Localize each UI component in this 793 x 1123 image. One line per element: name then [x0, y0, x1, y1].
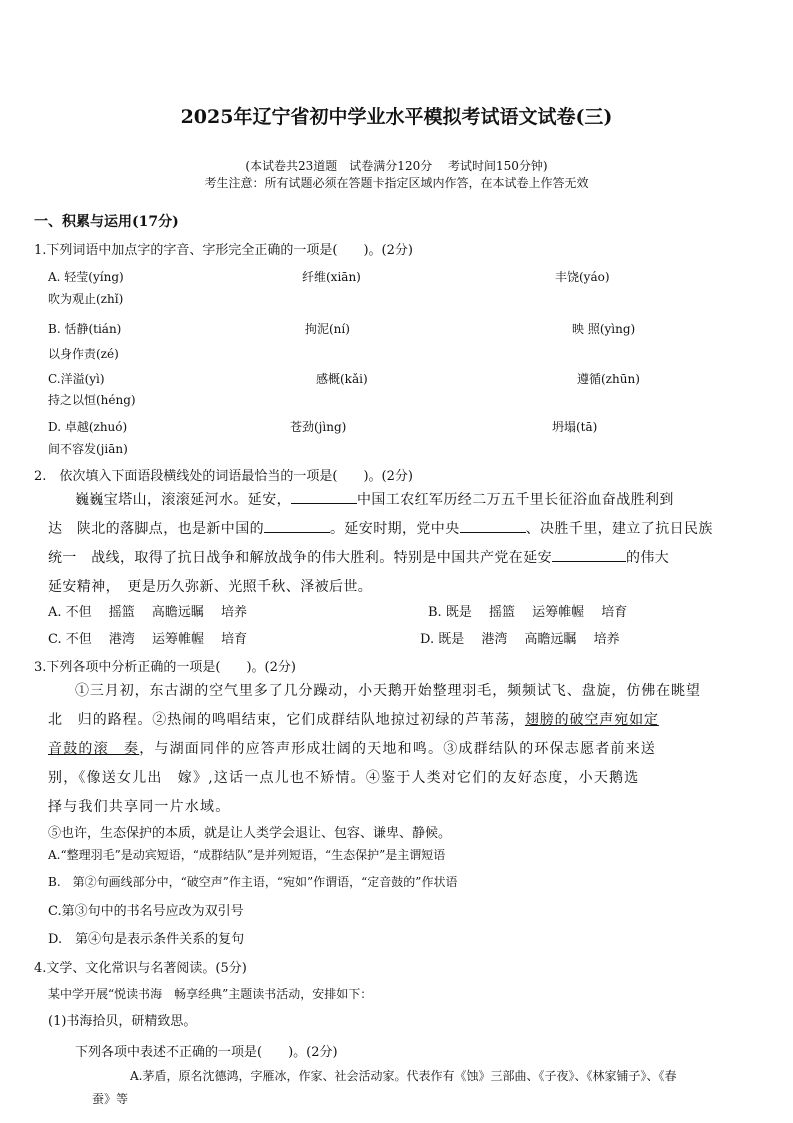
q1-a-1: A. 轻莹(yíng): [48, 270, 124, 284]
q3-passage-line3: [48, 735, 656, 764]
q1-d-4: 间不容发(jiān): [48, 442, 128, 456]
q4-sub1-stem: 下列各项中表述不正确的一项是( )。(2分): [75, 1045, 338, 1060]
q2-option-c: C. 不但 港湾 运筹帷幄 培育: [48, 632, 248, 647]
q4-sub1: (1)书海拾贝，研精致思。: [48, 1014, 197, 1029]
q3-passage-line2: [48, 706, 659, 735]
q1-c-1: C.洋溢(yì): [48, 372, 105, 386]
q4-option-a-line1: A.茅盾，原名沈德鸿，字雁冰，作家、社会活动家。代表作有《蚀》三部曲、《子夜》、《林家铺子》、《春: [130, 1069, 677, 1083]
q3-passage-line4: 别，《像送女儿出 嫁》,这话一点儿也不矫情。④鉴于人类对它们的友好态度，小天鹅选: [48, 770, 640, 786]
q3-underlined-text: 翅膀的破空声宛如定: [524, 712, 659, 728]
q1-c-3: 遵循(zhūn): [577, 372, 640, 386]
exam-info: (本试卷共23道题 试卷满分120分 考试时间150分钟): [245, 159, 548, 173]
q2-text: 中国工农红军历经二万五千里长征浴血奋战胜利到: [357, 492, 674, 508]
exam-title: 2025年辽宁省初中学业水平模拟考试语文试卷(三): [180, 106, 613, 128]
q2-option-a: A. 不但 摇篮 高瞻远瞩 培养: [48, 605, 248, 620]
q2-text: 的伟大: [626, 550, 670, 566]
q1-a-4: 吹为观止(zhǐ): [48, 292, 124, 306]
answer-blank[interactable]: [264, 518, 330, 533]
answer-blank[interactable]: [460, 518, 526, 533]
q3-underlined-text: 音鼓的滚 奏: [48, 741, 140, 757]
q3-passage-line6: ⑤也许，生态保护的本质，就是让人类学会退让、包容、谦卑、静候。: [48, 826, 452, 841]
q2-option-b: B. 既是 摇篮 运筹帷幄 培育: [428, 605, 628, 620]
q2-passage-line4: 延安精神， 更是历久弥新、光照千秋、泽被后世。: [48, 579, 373, 595]
q1-stem: 1.下列词语中加点字的字音、字形完全正确的一项是( )。(2分): [34, 243, 413, 258]
q2-text: 达 陕北的落脚点，也是新中国的: [48, 521, 264, 537]
q1-b-1: B. 恬静(tián): [48, 322, 122, 336]
answer-blank[interactable]: [291, 489, 357, 504]
q3-option-b: B. 第②句画线部分中，“破空声”作主语，“宛如”作谓语，“定音鼓的”作状语: [48, 875, 458, 889]
q2-text: 。延安时期，党中央: [330, 521, 460, 537]
q1-b-4: 以身作责(zé): [48, 347, 119, 361]
q1-c-2: 感概(kǎi): [316, 372, 368, 386]
q2-text: 巍巍宝塔山，滚滚延河水。延安，: [75, 492, 291, 508]
q2-passage-line2: [48, 515, 713, 544]
q2-passage-line3: [48, 544, 669, 573]
q1-d-3: 坍塌(tā): [552, 420, 598, 434]
q1-b-3: 映 照(yìng): [572, 322, 636, 336]
q3-text: ，与湖面同伴的应答声形成壮阔的天地和鸣。③成群结队的环保志愿者前来送: [139, 741, 657, 757]
q1-d-2: 苍劲(jìng): [290, 420, 347, 434]
q3-option-a: A.“整理羽毛”是动宾短语，“成群结队”是并列短语，“生态保护”是主谓短语: [48, 848, 446, 862]
q3-option-c: C.第③句中的书名号应改为双引号: [48, 904, 244, 919]
q1-a-3: 丰饶(yáo): [555, 270, 610, 284]
q3-passage-line5: 择与我们共享同一片水域。: [48, 799, 231, 815]
q2-passage-line1: [75, 486, 674, 515]
q1-b-2: 拘泥(ní): [305, 322, 350, 336]
q4-option-a-line2: 蚕》等: [92, 1092, 129, 1106]
q4-intro: 某中学开展“悦读书海 畅享经典”主题读书活动，安排如下：: [48, 987, 373, 1001]
answer-blank[interactable]: [552, 547, 626, 562]
q4-stem: 4.文学、文化常识与名著阅读。(5分): [34, 961, 247, 976]
q1-c-4: 持之以恒(héng): [48, 393, 136, 407]
q1-d-1: D. 卓越(zhuó): [48, 420, 128, 434]
q3-text: 北 归的路程。②热闹的鸣唱结束，它们成群结队地掠过初绿的芦苇荡，: [48, 712, 525, 728]
q2-option-d: D. 既是 港湾 高瞻远瞩 培养: [420, 632, 620, 647]
section-heading: 一、积累与运用(17分): [34, 214, 179, 230]
q2-text: 、决胜千里，建立了抗日民族: [525, 521, 713, 537]
q2-text: 统一 战线，取得了抗日战争和解放战争的伟大胜利。特别是中国共产党在延安: [48, 550, 552, 566]
q2-stem: 2. 依次填入下面语段横线处的词语最恰当的一项是( )。(2分): [34, 469, 413, 484]
q1-a-2: 纤维(xiān): [302, 270, 361, 284]
q3-stem: 3.下列各项中分析正确的一项是( )。(2分): [34, 660, 296, 675]
exam-notice: 考生注意：所有试题必须在答题卡指定区域内作答，在本试卷上作答无效: [204, 176, 589, 190]
q3-passage-line1: ①三月初，东古湖的空气里多了几分躁动，小天鹅开始整理羽毛，频频试飞、盘旋，仿佛在眺望: [75, 683, 701, 699]
q3-option-d: D. 第④句是表示条件关系的复句: [48, 932, 245, 947]
